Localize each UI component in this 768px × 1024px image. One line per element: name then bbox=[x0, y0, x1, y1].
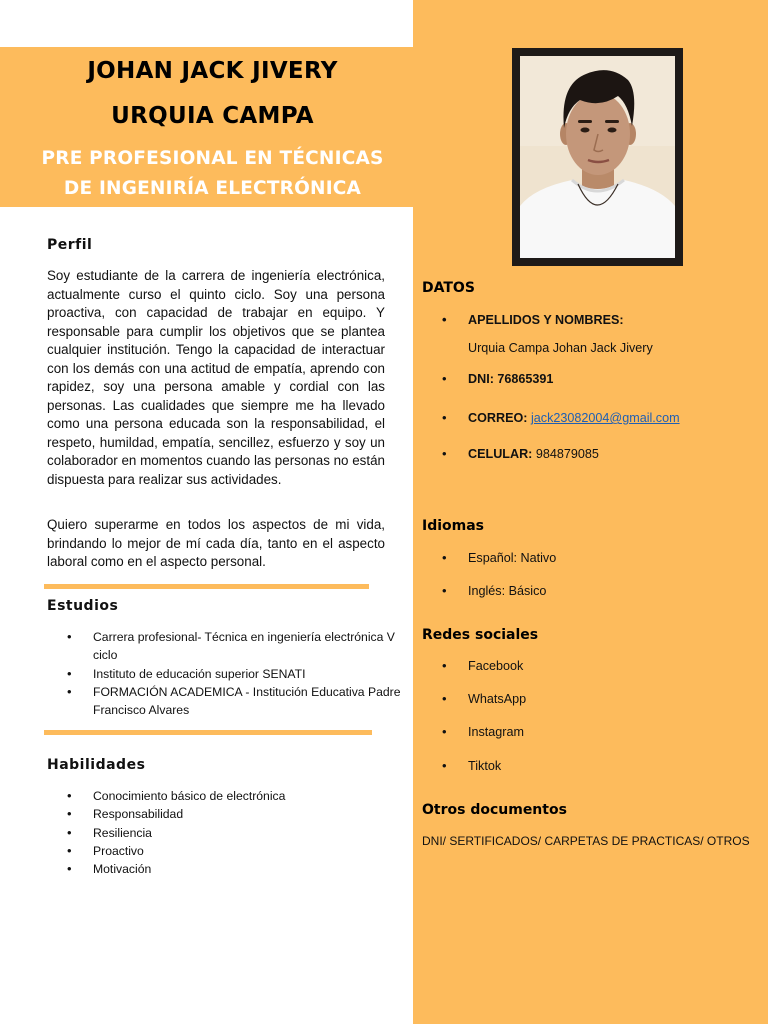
datos-apellidos bbox=[442, 312, 624, 327]
datos-correo bbox=[442, 410, 680, 425]
bullet-icon: • bbox=[442, 583, 447, 598]
idioma-item bbox=[442, 583, 546, 598]
estudios-item: • Carrera profesional- Técnica en ingeniería electrónica V ciclo bbox=[67, 628, 407, 665]
redes-item bbox=[442, 758, 501, 773]
name-line-2: URQUIA CAMPA bbox=[111, 103, 314, 129]
bullet-icon: • bbox=[442, 312, 447, 327]
apellidos-label: APELLIDOS Y NOMBRES: bbox=[468, 313, 624, 327]
estudios-list bbox=[67, 628, 407, 719]
bullet-icon: • bbox=[442, 658, 447, 673]
bullet-icon: • bbox=[442, 550, 447, 565]
otros-text: DNI/ SERTIFICADOS/ CARPETAS DE PRACTICAS/ OTROS bbox=[422, 834, 750, 848]
redes-item bbox=[442, 724, 524, 739]
profile-photo bbox=[520, 56, 675, 258]
habilidades-list bbox=[67, 787, 407, 878]
datos-heading: DATOS bbox=[422, 280, 475, 296]
perfil-paragraph-1: Soy estudiante de la carrera de ingeniería electrónica, actualmente curso el quinto ciclo. Soy una persona proactiva, con capacidad de trabajar en equipo. Y responsable para cumplir los objetivos que se plantea cualquier institución. Tengo la capacidad de interactuar con los demás con una actitud de empatía, aprendo con rapidez, soy una persona amable y cordial con las personas. Las cualidades que siempre me ha llevado como una persona educada son la responsabilidad, el respeto, humildad, empatía, sencillez, esfuerzo y soy un colaborador en momentos cuando las personas no están dispuesta para realizar sus actividades. bbox=[47, 268, 385, 487]
apellidos-value: Urquia Campa Johan Jack Jivery bbox=[468, 341, 653, 355]
estudios-item: • FORMACIÓN ACADEMICA - Institución Educativa Padre Francisco Alvares bbox=[67, 683, 407, 720]
habilidades-item: • Proactivo bbox=[67, 842, 407, 860]
redes-item bbox=[442, 691, 526, 706]
celular-value: 984879085 bbox=[535, 447, 599, 461]
bullet-icon: • bbox=[442, 446, 447, 461]
habilidades-item: • Motivación bbox=[67, 860, 407, 878]
name-line-1: JOHAN JACK JIVERY bbox=[87, 58, 338, 84]
dni-label: DNI: bbox=[468, 372, 494, 386]
habilidades-item: • Responsabilidad bbox=[67, 805, 407, 823]
idioma-value: Nativo bbox=[520, 551, 557, 565]
datos-celular bbox=[442, 446, 599, 461]
redes-item-label: WhatsApp bbox=[468, 692, 527, 706]
dni-value: 76865391 bbox=[497, 372, 554, 386]
bullet-icon: • bbox=[442, 758, 447, 773]
redes-item-label: Instagram bbox=[468, 725, 524, 739]
celular-label: CELULAR: bbox=[468, 447, 533, 461]
redes-item bbox=[442, 658, 523, 673]
bullet-icon: • bbox=[442, 724, 447, 739]
perfil-heading: Perfil bbox=[47, 237, 93, 253]
redes-heading: Redes sociales bbox=[422, 627, 539, 643]
title-line-1: PRE PROFESIONAL EN TÉCNICAS bbox=[41, 148, 384, 169]
estudios-heading: Estudios bbox=[47, 598, 119, 614]
idiomas-heading: Idiomas bbox=[422, 518, 485, 534]
idioma-item bbox=[442, 550, 556, 565]
correo-label: CORREO: bbox=[468, 411, 528, 425]
bullet-icon: • bbox=[442, 371, 447, 386]
bullet-icon: • bbox=[442, 410, 447, 425]
divider-estudios bbox=[44, 584, 369, 589]
habilidades-item: • Resiliencia bbox=[67, 824, 407, 842]
habilidades-heading: Habilidades bbox=[47, 757, 146, 773]
otros-heading: Otros documentos bbox=[422, 802, 567, 818]
title-line-2: DE INGENIRÍA ELECTRÓNICA bbox=[63, 178, 362, 199]
redes-item-label: Tiktok bbox=[468, 759, 502, 773]
divider-habilidades bbox=[44, 730, 372, 735]
redes-item-label: Facebook bbox=[468, 659, 524, 673]
estudios-item: • Instituto de educación superior SENATI bbox=[67, 665, 407, 683]
profile-photo-frame bbox=[512, 48, 683, 266]
datos-dni bbox=[442, 371, 553, 386]
bullet-icon: • bbox=[442, 691, 447, 706]
perfil-paragraph-2: Quiero superarme en todos los aspectos de mi vida, brindando lo mejor de mí cada día, tanto en el aspecto laboral como en el aspecto personal. bbox=[47, 517, 385, 569]
idioma-label: Español: bbox=[468, 551, 518, 565]
idioma-value: Básico bbox=[508, 584, 547, 598]
habilidades-item: • Conocimiento básico de electrónica bbox=[67, 787, 407, 805]
email-link[interactable]: jack23082004@gmail.com bbox=[530, 411, 680, 425]
idioma-label: Inglés: bbox=[468, 584, 506, 598]
